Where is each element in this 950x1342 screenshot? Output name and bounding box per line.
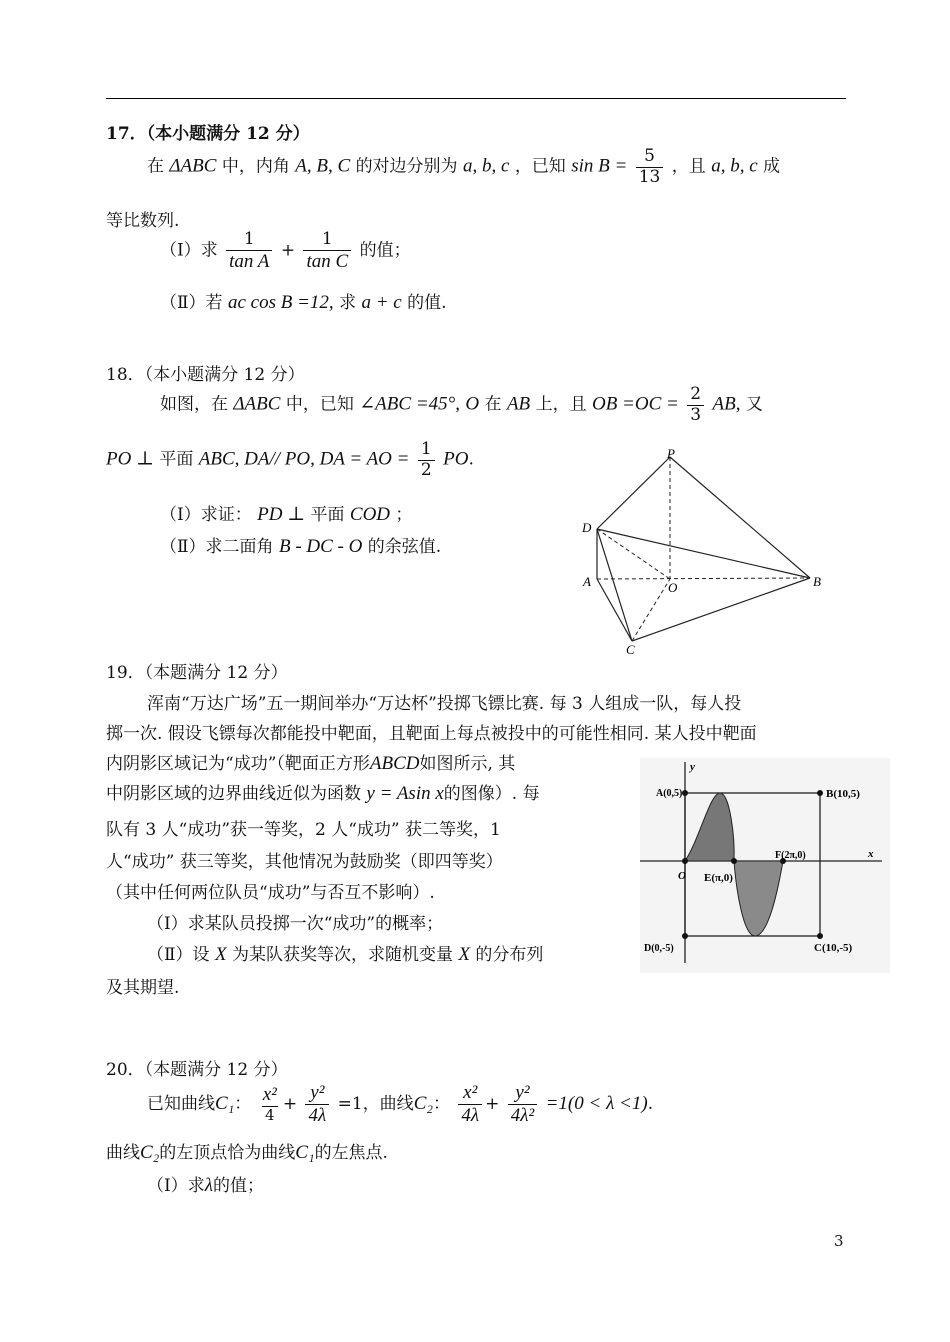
- q20-part1: （Ⅰ）求λ的值；: [147, 1175, 264, 1196]
- pyramid-figure: [570, 445, 840, 660]
- q19-line5: 队有 3 人“成功”获一等奖，2 人“成功” 获二等奖，1: [106, 820, 501, 840]
- fig-O-label: O: [678, 870, 686, 882]
- q19-line3: 内阴影区域记为“成功”（靶面正方形ABCD如图所示, 其: [106, 753, 516, 774]
- q19-line1: 浑南“万达广场”五一期间举办“万达杯”投掷飞镖比赛. 每 3 人组成一队，每人投: [147, 694, 742, 714]
- q19-line7: （其中任何两位队员“成功”与否互不影响）.: [106, 883, 435, 903]
- q18-part2: （Ⅱ）求二面角 B - DC - O 的余弦值.: [160, 536, 442, 557]
- fig-x-label: x: [868, 848, 874, 860]
- label-D: D: [582, 520, 592, 535]
- q19-part1: （Ⅰ）求某队员投掷一次“成功”的概率；: [147, 914, 444, 934]
- q18-header: 18．（本小题满分 12 分）: [106, 365, 305, 385]
- fig-F-label: F(2π,0): [775, 850, 806, 861]
- fig-y-label: y: [690, 761, 695, 773]
- label-O: O: [668, 580, 678, 595]
- q20-header: 20．（本题满分 12 分）: [106, 1060, 288, 1080]
- q19-header: 19．（本题满分 12 分）: [106, 663, 288, 683]
- target-figure: [640, 758, 890, 973]
- fig-E-label: E(π,0): [704, 872, 733, 884]
- label-P: P: [667, 446, 675, 461]
- q18-line2: PO ⊥ 平面 ABC, DA// PO, DA = AO = $\frac{1}{2}$ PO.: [106, 439, 474, 480]
- page-number: 3: [834, 1232, 844, 1250]
- q19-line4: 中阴影区域的边界曲线近似为函数 y = Asin x的图像）. 每: [106, 783, 540, 804]
- q17-header: 17．（本小题满分 12 分）: [106, 124, 310, 144]
- fig-C-label: C(10,-5): [814, 942, 853, 954]
- label-A: A: [583, 574, 591, 589]
- q19-part2: （Ⅱ）设 X 为某队获奖等次，求随机变量 X 的分布列: [147, 944, 544, 965]
- q17-part2: （Ⅱ）若 ac cos B =12, 求 a + c 的值.: [160, 292, 447, 313]
- fraction-5-13: $\frac{5}{13}$: [636, 147, 664, 187]
- q17-line1: 在 ΔABC 中，内角 A, B, C 的对边分别为 a, b, c ，已知 sin B = $\frac{5}{13}$ ，且 a, b, c 成: [147, 146, 781, 187]
- label-C: C: [626, 642, 635, 657]
- q17-part1: （Ⅰ）求 $\frac{1}{\text{tan A}}$ + $\frac{1}{\text{tan C}}$ 的值；: [160, 229, 411, 272]
- q18-line1: 如图，在 ΔABC 中，已知 ∠ABC =45°, O 在 AB 上，且 OB =OC = $\frac{2}{3}$ AB, 又: [160, 384, 763, 425]
- q18-part1: （Ⅰ）求证： PD ⊥ 平面 COD ；: [160, 504, 413, 525]
- label-B: B: [813, 574, 821, 589]
- q19-line2: 掷一次. 假设飞镖每次都能投中靶面，且靶面上每点被投中的可能性相同. 某人投中靶面: [106, 724, 757, 744]
- fig-A-label: A(0,5): [656, 788, 683, 799]
- q19-line6: 人“成功” 获三等奖，其他情况为鼓励奖（即四等奖）: [106, 852, 503, 872]
- q19-line-last: 及其期望.: [106, 978, 180, 998]
- q20-line1: 已知曲线C₁： $\frac{\text{x²}}{4}$ + $\frac{\text{y²}}{4\lambda}$ =1，曲线C₂： $\frac{\text{x²}}{4\lambda}$ + $\frac{\text{y²}}{\text{4λ²}}$ =1(0 < λ <1).: [147, 1082, 654, 1126]
- header-rule: [106, 98, 846, 99]
- q17-line2: 等比数列.: [106, 211, 180, 231]
- fig-D-label: D(0,-5): [644, 943, 674, 954]
- q20-line2: 曲线C₂的左顶点恰为曲线C₁的左焦点.: [106, 1142, 388, 1163]
- fig-B-label: B(10,5): [826, 788, 860, 800]
